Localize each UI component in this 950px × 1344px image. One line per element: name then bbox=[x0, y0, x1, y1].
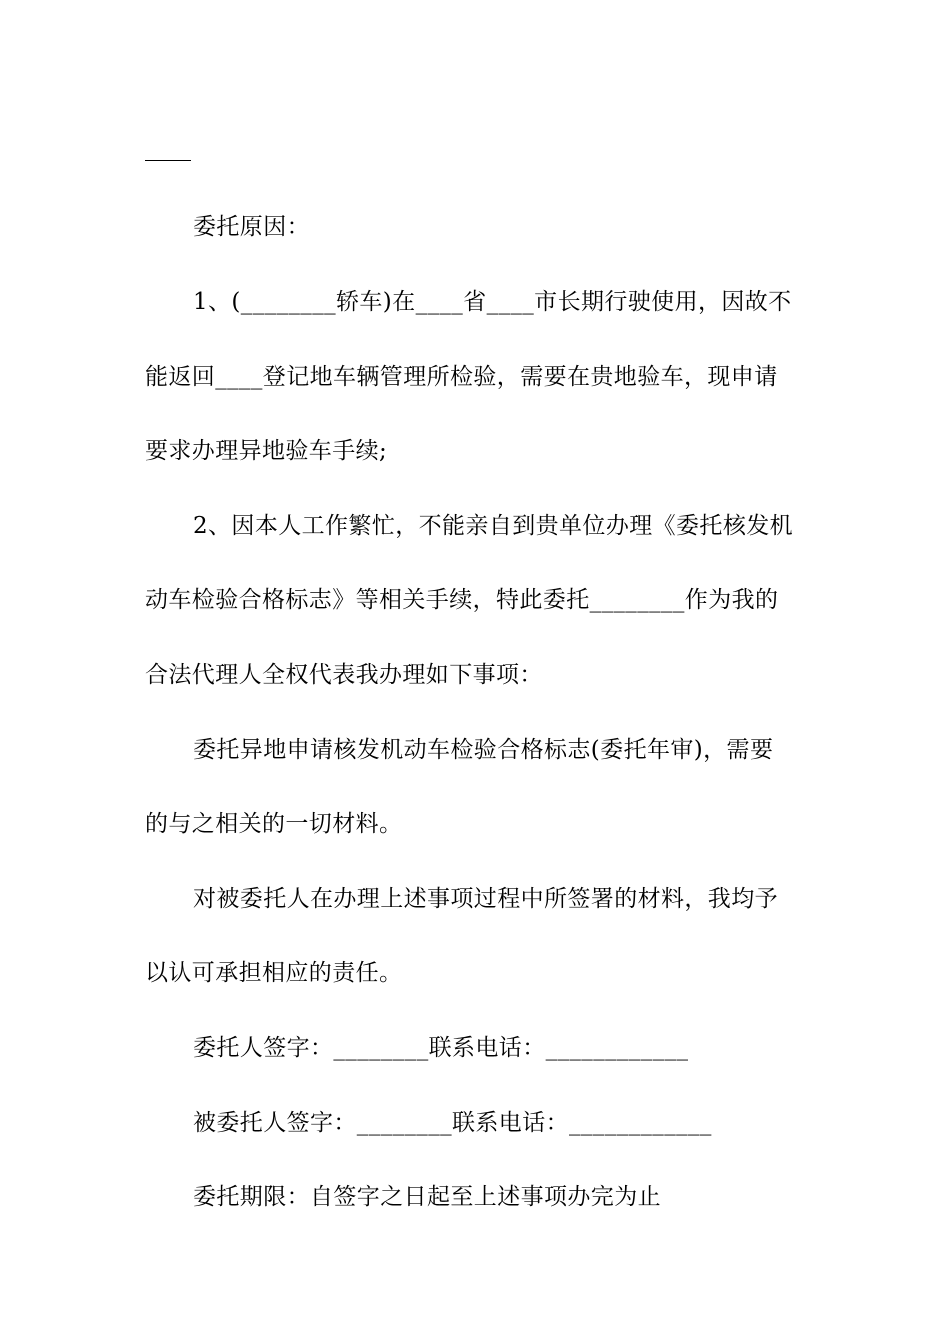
item2-line1: 2、因本人工作繁忙，不能亲自到贵单位办理《委托核发机 bbox=[193, 513, 794, 539]
matter-line2: 的与之相关的一切材料。 bbox=[145, 811, 403, 837]
agent-signature-line: 被委托人签字：________联系电话：____________ bbox=[193, 1110, 712, 1136]
item1-line1: 1、(________轿车)在____省____市长期行驶使用，因故不 bbox=[193, 289, 792, 315]
matter-line1: 委托异地申请核发机动车检验合格标志(委托年审)，需要 bbox=[193, 737, 774, 763]
item1-line3: 要求办理异地验车手续; bbox=[145, 438, 388, 464]
item1-line2: 能返回____登记地车辆管理所检验，需要在贵地验车，现申请 bbox=[145, 364, 778, 390]
approval-line1: 对被委托人在办理上述事项过程中所签署的材料，我均予 bbox=[193, 886, 778, 912]
top-blank-rule bbox=[145, 160, 191, 161]
approval-line2: 以认可承担相应的责任。 bbox=[145, 960, 403, 986]
item2-line2: 动车检验合格标志》等相关手续，特此委托________作为我的 bbox=[145, 587, 779, 613]
principal-signature-line: 委托人签字：________联系电话：____________ bbox=[193, 1035, 689, 1061]
item2-line3: 合法代理人全权代表我办理如下事项： bbox=[145, 662, 543, 688]
heading-reason: 委托原因： bbox=[193, 214, 310, 240]
entrustment-term: 委托期限：自签字之日起至上述事项办完为止 bbox=[193, 1184, 661, 1210]
